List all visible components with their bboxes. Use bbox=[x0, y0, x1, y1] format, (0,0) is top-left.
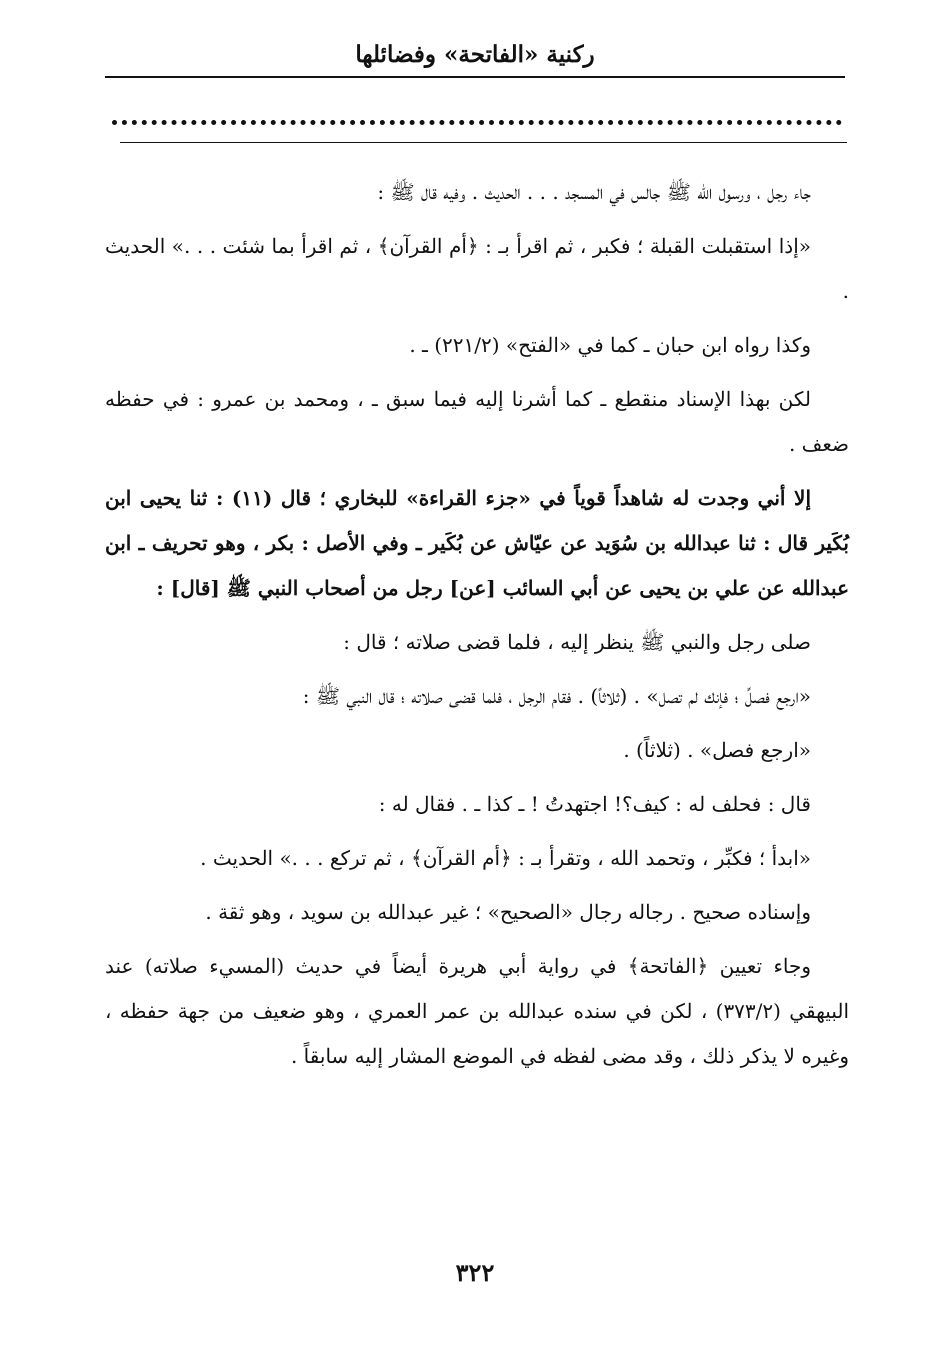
body-text bbox=[105, 170, 849, 1088]
paragraph: لكن بهذا الإسناد منقطع ـ كما أشرنا إليه فيما سبق ـ ، ومحمد بن عمرو : في حفظه ضعف . bbox=[105, 387, 849, 456]
paragraph: «إذا استقبلت القبلة ؛ فكبر ، ثم اقرأ بـ : ﴿أم القرآن﴾ ، ثم اقرأ بما شئت . . .» الحديث . bbox=[105, 234, 849, 303]
paragraph: «ارجع فصلِّ ؛ فإنك لم تصل» . (ثلاثاً) . فقام الرجل ، فلما قضى صلاته ؛ قال النبي ﷺ : bbox=[302, 684, 811, 708]
paragraph: صلى رجل والنبي ﷺ ينظر إليه ، فلما قضى صلاته ؛ قال : bbox=[343, 630, 811, 654]
paragraph: قال : فحلف له : كيف؟! اجتهدتُ ! ـ كذا ـ . فقال له : bbox=[378, 792, 811, 816]
paragraph: وإسناده صحيح . رجاله رجال «الصحيح» ؛ غير عبدالله بن سويد ، وهو ثقة . bbox=[205, 900, 811, 924]
paragraph: جاء رجل ، ورسول الله ﷺ جالس في المسجد . . . الحديث . وفيه قال ﷺ : bbox=[377, 180, 811, 204]
paragraph: إلا أني وجدت له شاهداً قوياً في «جزء القراءة» للبخاري ؛ قال (١١) : ثنا يحيى ابن بُكَير قال : ثنا عبدالله بن سُوَيد عن عيّاش عن بُكَير ـ وفي الأصل : بكر ، وهو تحريف ـ ابن عبدالله عن علي بن يحيى عن أبي السائب [عن] رجل من أصحاب النبي ﷺ [قال] : bbox=[105, 486, 849, 600]
separator-underline bbox=[120, 142, 847, 143]
paragraph: «ارجع فصل» . (ثلاثاً) . bbox=[623, 738, 811, 762]
running-header: ركنية «الفاتحة» وفضائلها bbox=[355, 41, 595, 68]
header-rule bbox=[105, 76, 845, 78]
paragraph: «ابدأ ؛ فكبِّر ، وتحمد الله ، وتقرأ بـ : ﴿أم القرآن﴾ ، ثم تركع . . .» الحديث . bbox=[200, 846, 811, 870]
dotted-separator bbox=[112, 120, 842, 125]
paragraph: وكذا رواه ابن حبان ـ كما في «الفتح» (٢٢١/٢) ـ . bbox=[409, 333, 811, 357]
page-number: ٣٢٢ bbox=[455, 1258, 495, 1287]
paragraph: وجاء تعيين ﴿الفاتحة﴾ في رواية أبي هريرة أيضاً في حديث (المسيء صلاته) عند البيهقي (٣٧٣/٢) ، لكن في سنده عبدالله بن عمر العمري ، وهو ضعيف من جهة حفظه ، وغيره لا يذكر ذلك ، وقد مضى لفظه في الموضع المشار إليه سابقاً . bbox=[105, 954, 850, 1068]
